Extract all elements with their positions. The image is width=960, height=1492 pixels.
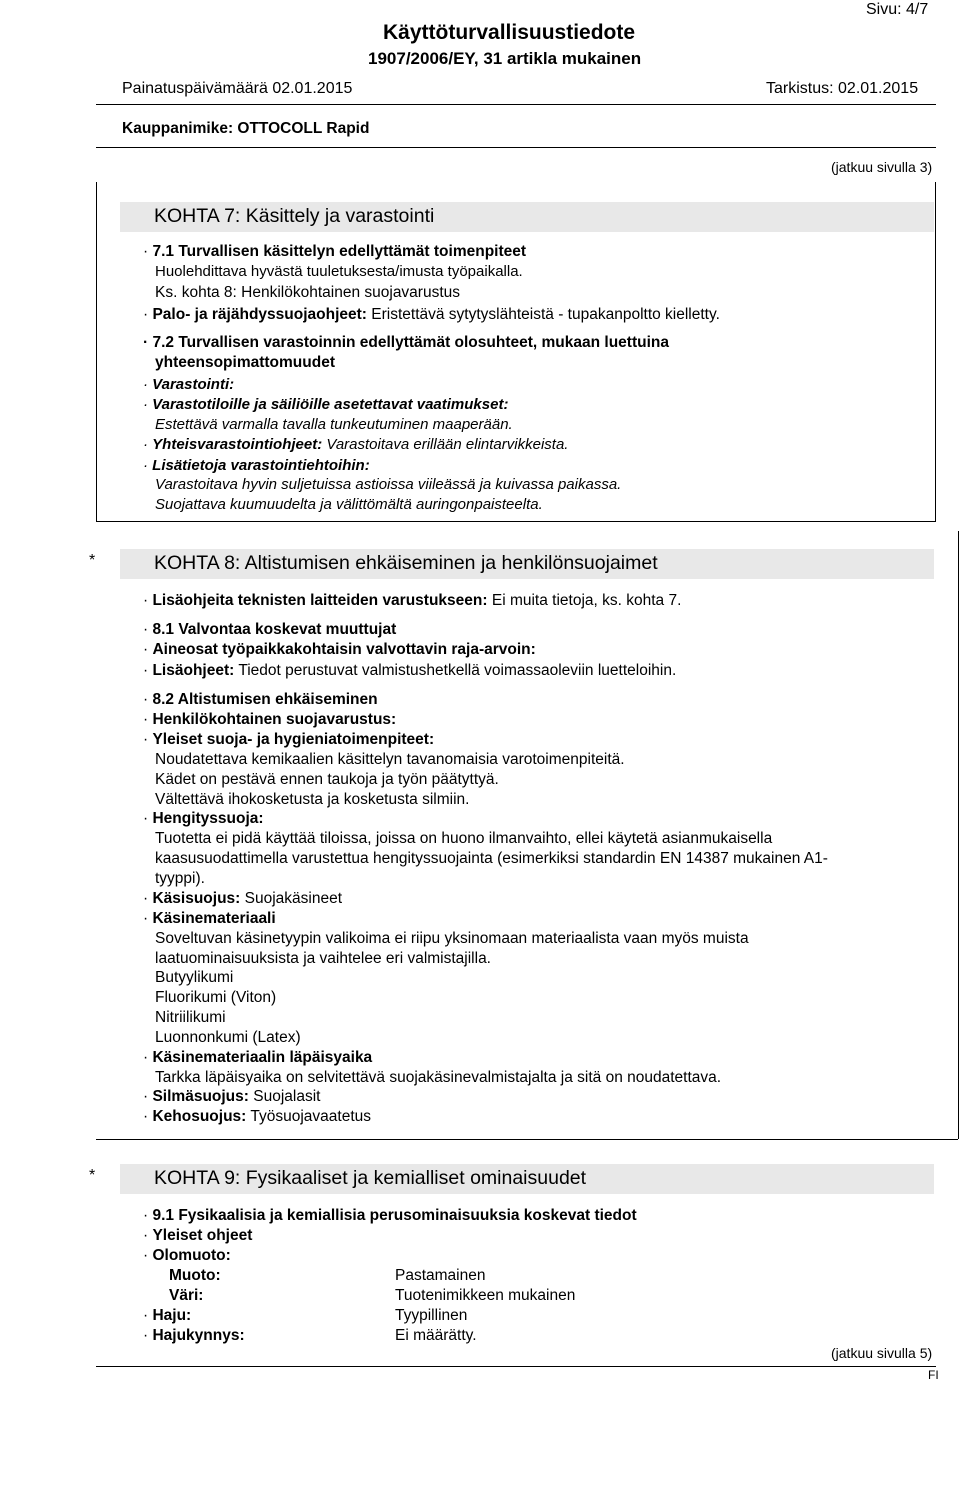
odor-threshold-label: · Hajukynnys: — [143, 1327, 245, 1344]
respiratory-line3: tyyppi). — [155, 870, 205, 887]
glove-material-label: · Käsinemateriaali — [143, 910, 276, 927]
respiratory-line1: Tuotetta ei pidä käyttää tiloissa, joissa on huono ilmanvaihto, ellei käytetä asianmukaisella — [155, 830, 773, 847]
material-item: Fluorikumi (Viton) — [155, 989, 277, 1006]
fire-protection: · Palo- ja räjähdyssuojaohjeet: Eristettävä sytytyslähteistä - tupakanpoltto kielletty. — [143, 306, 720, 323]
page-number: Sivu: 4/7 — [866, 1, 929, 18]
material-item: Luonnonkumi (Latex) — [155, 1029, 301, 1046]
permeation-text: Tarkka läpäisyaika on selvitettävä suojakäsinevalmistajalta ja sitä on noudatettava. — [155, 1069, 722, 1086]
extra-storage-label: · Lisätietoja varastointiehtoihin: — [143, 457, 370, 474]
s91-heading: · 9.1 Fysikaalisia ja kemiallisia perusominaisuuksia koskevat tiedot — [143, 1207, 637, 1224]
extra-storage-line1: Varastoitava hyvin suljetuissa astioissa viileässä ja kuivassa paikassa. — [155, 476, 622, 493]
s71-line2: Ks. kohta 8: Henkilökohtainen suojavarustus — [155, 284, 461, 301]
material-item: Nitriilikumi — [155, 1009, 226, 1026]
body-protection: · Kehosuojus: Työsuojavaatetus — [143, 1108, 372, 1125]
general-info-label: · Yleiset ohjeet — [143, 1227, 253, 1244]
joint-storage: · Yhteisvarastointiohjeet: Varastoitava erillään elintarvikkeista. — [143, 436, 569, 453]
s71-heading: · 7.1 Turvallisen käsittelyn edellyttämät toimenpiteet — [143, 243, 527, 260]
general-line1: Noudatettava kemikaalien käsittelyn tavanomaisia varotoimenpiteitä. — [155, 751, 625, 768]
revision-date: Tarkistus: 02.01.2015 — [766, 80, 919, 97]
eye-protection: · Silmäsuojus: Suojalasit — [143, 1088, 321, 1105]
continued-to: (jatkuu sivulla 5) — [831, 1345, 933, 1361]
form-label: Muoto: — [169, 1267, 221, 1284]
storage-label: · Varastointi: — [143, 376, 235, 393]
document-title: Käyttöturvallisuustiedote — [383, 21, 636, 44]
trade-name: Kauppanimike: OTTOCOLL Rapid — [122, 120, 370, 137]
color-value: Tuotenimikkeen mukainen — [395, 1287, 576, 1304]
respiratory-line2: kaasusuodattimella varustettua hengityssuojainta (esimerkiksi standardin EN 14387 mukainen A1- — [155, 850, 828, 867]
general-measures-label: · Yleiset suoja- ja hygieniatoimenpiteet: — [143, 731, 435, 748]
section-8-bottom-rule — [96, 1139, 958, 1140]
s81-heading: · 8.1 Valvontaa koskevat muuttujat — [143, 621, 397, 638]
ppe-label: · Henkilökohtainen suojavarustus: — [143, 711, 397, 728]
respiratory-label: · Hengityssuoja: — [143, 810, 264, 827]
s72-heading-cont: yhteensopimattomuudet — [155, 354, 335, 371]
print-date: Painatuspäivämäärä 02.01.2015 — [122, 80, 353, 97]
material-item: Butyylikumi — [155, 969, 234, 986]
section-7-band — [120, 202, 934, 232]
s82-heading: · 8.2 Altistumisen ehkäiseminen — [143, 691, 378, 708]
s72-heading: · 7.2 Turvallisen varastoinnin edellyttämät olosuhteet, mukaan luettuina — [143, 334, 669, 351]
general-line2: Kädet on pestävä ennen taukoja ja työn päätyttyä. — [155, 771, 499, 788]
extra-storage-line2: Suojattava kuumuudelta ja välittömältä auringonpaisteelta. — [155, 496, 543, 513]
header-rule — [96, 104, 936, 105]
document-subtitle: 1907/2006/EY, 31 artikla mukainen — [368, 49, 642, 68]
form-value: Pastamainen — [395, 1267, 486, 1284]
storage-req-text: Estettävä varmalla tavalla tunkeutuminen maaperään. — [155, 416, 513, 433]
general-line3: Vältettävä ihokosketusta ja kosketusta silmiin. — [155, 791, 470, 808]
odor-value: Tyypillinen — [395, 1307, 468, 1324]
section-8-change-marker: * — [89, 552, 96, 569]
section-9-title: KOHTA 9: Fysikaaliset ja kemialliset ominaisuudet — [154, 1167, 587, 1189]
permeation-label: · Käsinemateriaalin läpäisyaika — [143, 1049, 373, 1066]
continued-from: (jatkuu sivulla 3) — [831, 159, 933, 175]
tech-equipment: · Lisäohjeita teknisten laitteiden varustukseen: Ei muita tietoja, ks. kohta 7. — [143, 592, 682, 609]
section-9-band — [120, 1164, 934, 1194]
additional-info: · Lisäohjeet: Tiedot perustuvat valmistushetkellä voimassaoleviin luetteloihin. — [143, 662, 677, 679]
appearance-label: · Olomuoto: — [143, 1247, 231, 1264]
s71-line1: Huolehdittava hyvästä tuuletuksesta/imusta työpaikalla. — [155, 263, 523, 280]
section-9-change-marker: * — [89, 1167, 96, 1184]
glove-material-line1: Soveltuvan käsinetyypin valikoima ei riipu yksinomaan materiaalista vaan myös muista — [155, 930, 749, 947]
section-8-title: KOHTA 8: Altistumisen ehkäiseminen ja henkilönsuojaimet — [154, 552, 658, 574]
odor-label: · Haju: — [143, 1307, 192, 1324]
hand-protection: · Käsisuojus: Suojakäsineet — [143, 890, 343, 907]
odor-threshold-value: Ei määrätty. — [395, 1327, 477, 1344]
ingredients-label: · Aineosat työpaikkakohtaisin valvottavin raja-arvoin: — [143, 641, 536, 658]
storage-req-label: · Varastotiloille ja säiliöille asetettavat vaatimukset: — [143, 396, 509, 413]
color-label: Väri: — [169, 1287, 204, 1304]
section-8-band — [120, 549, 934, 579]
footer-rule — [96, 1366, 936, 1367]
trade-name-rule — [96, 147, 936, 148]
section-7-title: KOHTA 7: Käsittely ja varastointi — [154, 205, 435, 227]
language-code: FI — [928, 1368, 939, 1382]
glove-material-line2: laatuominaisuuksista ja vaihtelee eri valmistajilla. — [155, 950, 491, 967]
